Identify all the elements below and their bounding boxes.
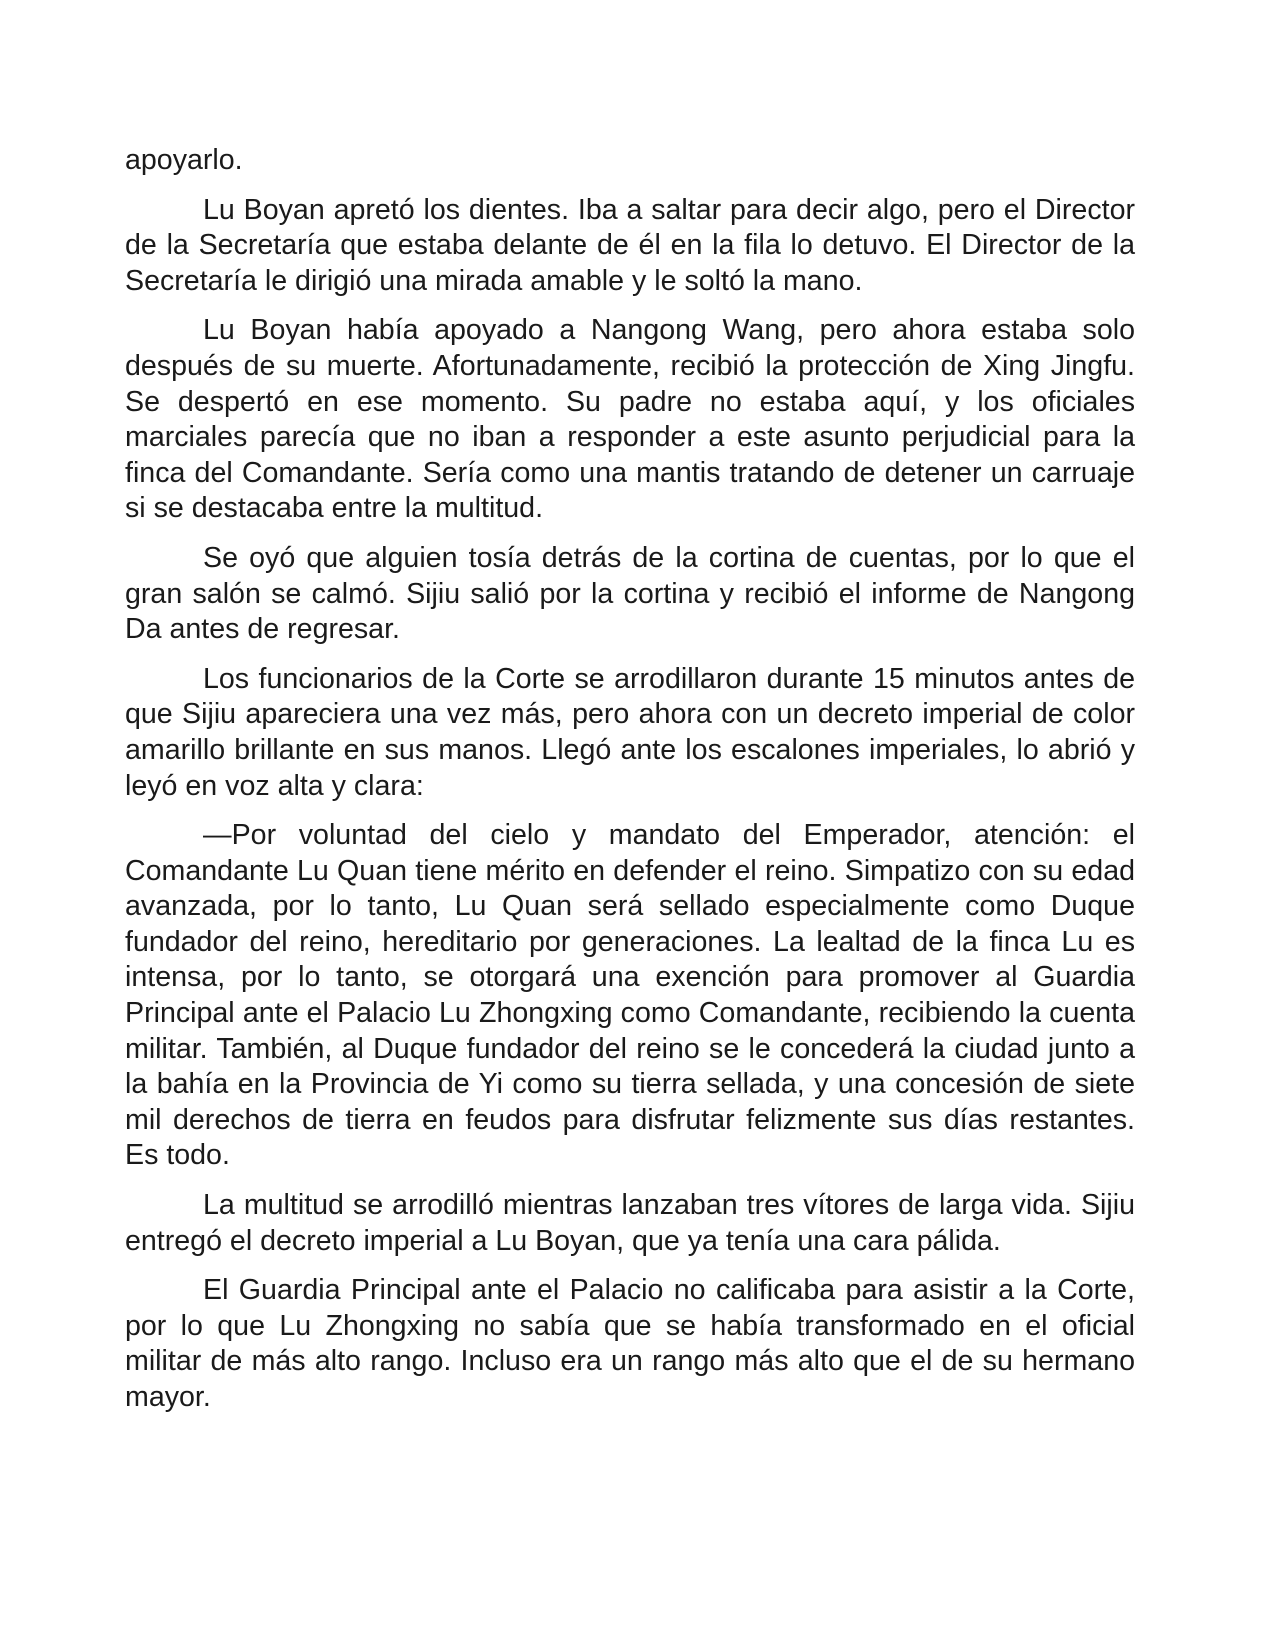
document-page [125, 143, 1135, 1430]
paragraph: La multitud se arrodilló mientras lanzaban tres vítores de larga vida. Sijiu entregó el decreto imperial a Lu Boyan, que ya tenía una cara pálida. [125, 1189, 1135, 1257]
paragraph: El Guardia Principal ante el Palacio no calificaba para asistir a la Corte, por lo que Lu Zhongxing no sabía que se había transformado en el oficial militar de más alto rango. Incluso era un rango más alto que el de su hermano mayor. [125, 1274, 1135, 1413]
paragraph: Los funcionarios de la Corte se arrodillaron durante 15 minutos antes de que Sijiu apareciera una vez más, pero ahora con un decreto imperial de color amarillo brillante en sus manos. Llegó ante los escalones imperiales, lo abrió y leyó en voz alta y clara: [125, 662, 1135, 802]
paragraph: apoyarlo. [125, 144, 243, 176]
paragraph: Lu Boyan había apoyado a Nangong Wang, pero ahora estaba solo después de su muerte. Afortunadamente, recibió la protección de Xing Jingfu. Se despertó en ese momento. Su padre no estaba aquí, y los oficiales marciales parecía que no iban a responder a este asunto perjudicial para la finca del Comandante. Sería como una mantis tratando de detener un carruaje si se destacaba entre la multitud. [125, 314, 1135, 525]
decree-paragraph: —Por voluntad del cielo y mandato del Emperador, atención: el Comandante Lu Quan tiene mérito en defender el reino. Simpatizo con su edad avanzada, por lo tanto, Lu Quan será sellado especialmente como Duque fundador del reino, hereditario por generaciones. La lealtad de la finca Lu es intensa, por lo tanto, se otorgará una exención para promover al Guardia Principal ante el Palacio Lu Zhongxing como Comandante, recibiendo la cuenta militar. También, al Duque fundador del reino se le concederá la ciudad junto a la bahía en la Provincia de Yi como su tierra sellada, y una concesión de siete mil derechos de tierra en feudos para disfrutar felizmente sus días restantes. Es todo. [125, 819, 1135, 1172]
paragraph: Lu Boyan apretó los dientes. Iba a saltar para decir algo, pero el Director de la Secretaría que estaba delante de él en la fila lo detuvo. El Director de la Secretaría le dirigió una mirada amable y le soltó la mano. [125, 193, 1135, 297]
paragraph: Se oyó que alguien tosía detrás de la cortina de cuentas, por lo que el gran salón se calmó. Sijiu salió por la cortina y recibió el informe de Nangong Da antes de regresar. [125, 541, 1135, 646]
